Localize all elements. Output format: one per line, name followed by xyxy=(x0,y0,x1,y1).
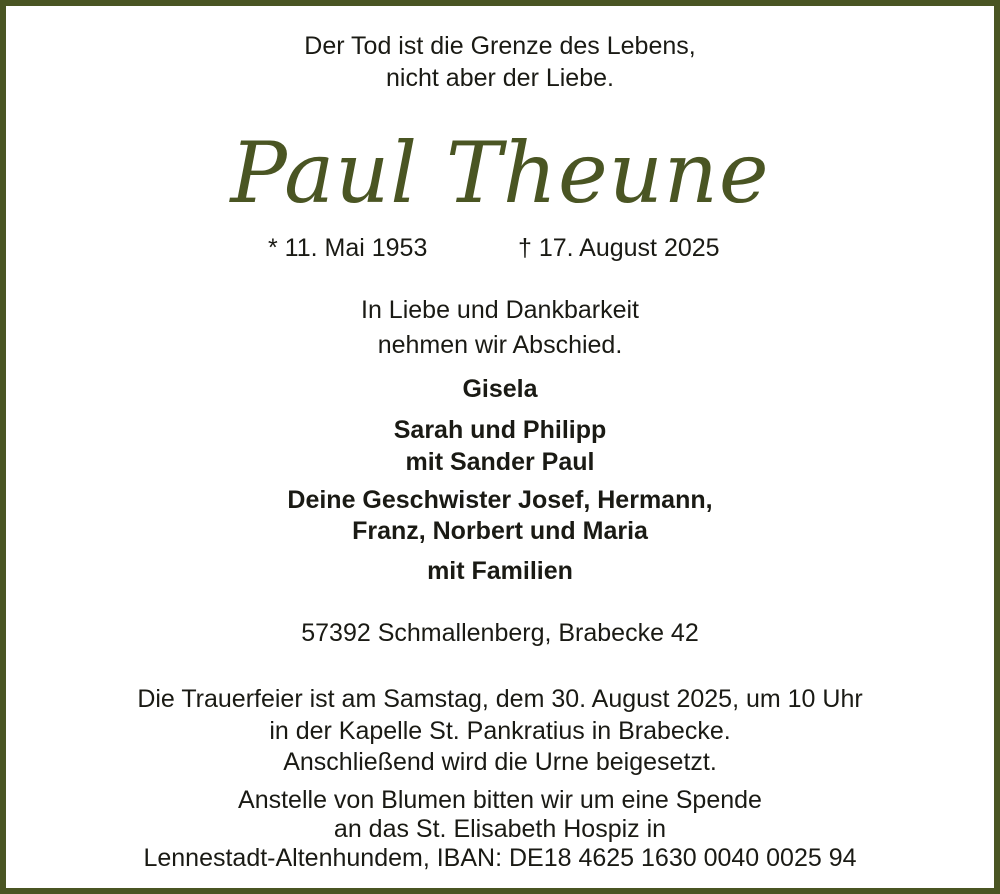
farewell-line-2: nehmen wir Abschied. xyxy=(377,331,623,359)
farewell-line-1: In Liebe und Dankbarkeit xyxy=(361,296,639,324)
family-line-families: mit Familien xyxy=(427,557,573,585)
deceased-name: Paul Theune xyxy=(230,124,770,222)
death-date: † 17. August 2025 xyxy=(518,234,720,262)
ceremony-line-1: Die Trauerfeier ist am Samstag, dem 30. August 2025, um 10 Uhr xyxy=(137,685,863,713)
donation-line-2: an das St. Elisabeth Hospiz in xyxy=(333,815,667,843)
family-line-siblings: Deine Geschwister Josef, Hermann, xyxy=(287,486,713,514)
ceremony-line-2: in der Kapelle St. Pankratius in Brabecke. xyxy=(269,717,731,745)
address: 57392 Schmallenberg, Brabecke 42 xyxy=(301,619,699,647)
family-line-sarah-philipp: Sarah und Philipp xyxy=(393,416,607,444)
quote-line-2: nicht aber der Liebe. xyxy=(386,64,614,92)
quote-line-1: Der Tod ist die Grenze des Lebens, xyxy=(304,32,696,60)
ceremony-line-3: Anschließend wird die Urne beigesetzt. xyxy=(283,748,717,776)
family-line-sander-paul: mit Sander Paul xyxy=(405,448,595,476)
family-member-gisela: Gisela xyxy=(462,375,538,403)
donation-line-3: Lennestadt-Altenhundem, IBAN: DE18 4625 1630 0040 0025 94 xyxy=(143,844,857,872)
donation-line-1: Anstelle von Blumen bitten wir um eine Spende xyxy=(238,786,762,814)
family-line-siblings-cont: Franz, Norbert und Maria xyxy=(352,517,648,545)
birth-date: * 11. Mai 1953 xyxy=(268,234,428,262)
